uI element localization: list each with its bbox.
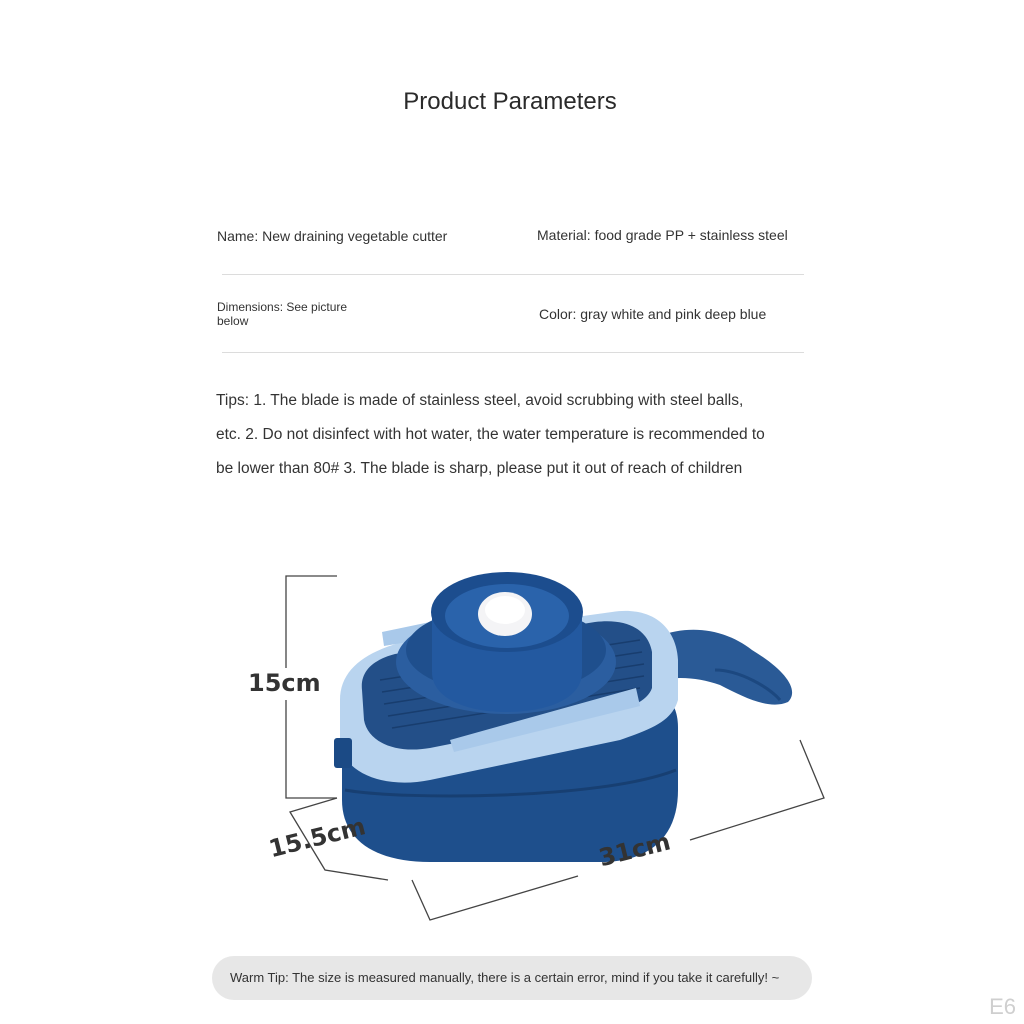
divider bbox=[222, 352, 804, 353]
tips-line: etc. 2. Do not disinfect with hot water, the water temperature is recommended to bbox=[216, 426, 765, 443]
dimension-width-label: 15.5cm bbox=[266, 812, 369, 864]
param-dimensions-line1: Dimensions: See picture bbox=[217, 300, 348, 314]
dimension-length-label: 31cm bbox=[596, 827, 674, 873]
tips-line: be lower than 80# 3. The blade is sharp, please put it out of reach of children bbox=[216, 460, 743, 477]
param-dimensions-line2: below bbox=[217, 314, 249, 328]
tips-line: Tips: 1. The blade is made of stainless steel, avoid scrubbing with steel balls, bbox=[216, 392, 744, 409]
param-name: Name: New draining vegetable cutter bbox=[217, 228, 448, 244]
warm-tip-banner: Warm Tip: The size is measured manually, there is a certain error, mind if you take it carefully! ~ bbox=[212, 956, 812, 1000]
param-material: Material: food grade PP + stainless steel bbox=[537, 227, 788, 243]
corner-mark: E6 bbox=[989, 994, 1016, 1019]
divider bbox=[222, 274, 804, 275]
param-dimensions bbox=[217, 300, 367, 328]
side-latch bbox=[334, 738, 352, 768]
page-title: Product Parameters bbox=[403, 88, 617, 115]
product-figure bbox=[0, 540, 1024, 940]
dimension-height-label: 15cm bbox=[248, 669, 321, 697]
param-color: Color: gray white and pink deep blue bbox=[539, 306, 767, 322]
vegetable-cutter-illustration bbox=[0, 540, 1024, 940]
tips-text bbox=[216, 384, 796, 486]
